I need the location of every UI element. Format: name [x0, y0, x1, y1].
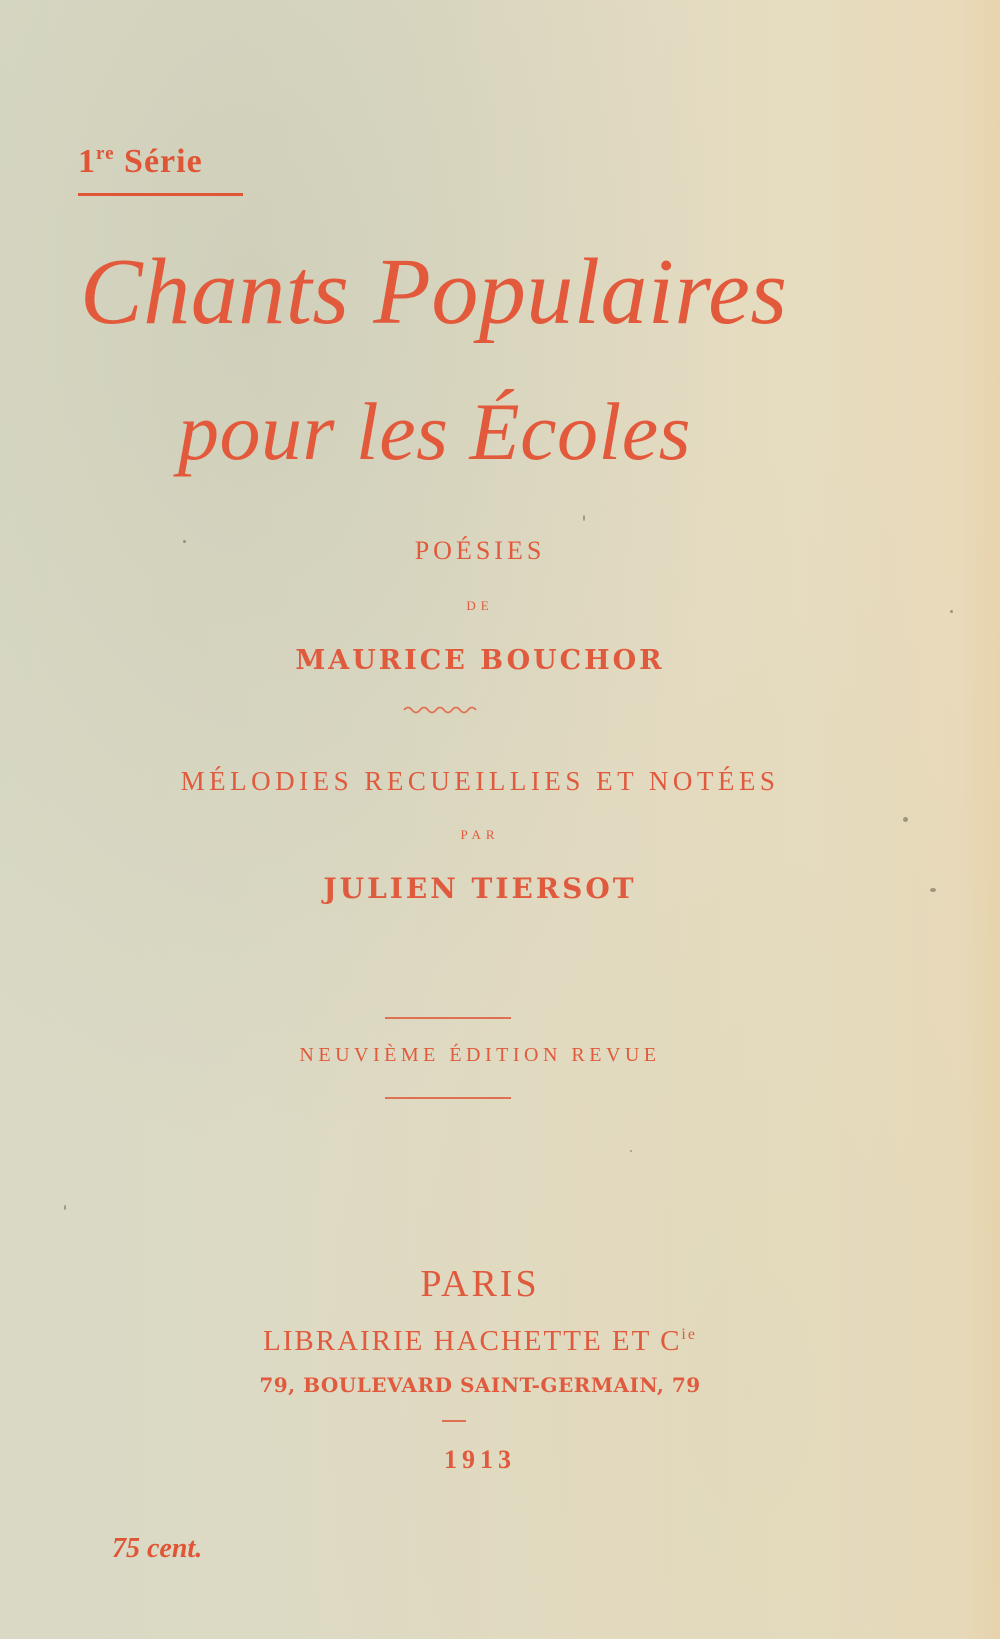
series-suffix: re — [96, 143, 115, 164]
composer-name: JULIEN TIERSOT — [323, 872, 637, 905]
title-line-1: Chants Populaires — [80, 240, 788, 344]
rule-above-edition — [385, 1017, 511, 1019]
par-label: PAR — [460, 827, 500, 842]
publisher-name — [0, 1325, 960, 1358]
melodies-label: MÉLODIES RECUEILLIES ET NOTÉES — [180, 766, 780, 796]
paper-speck — [630, 1150, 632, 1152]
de-label: DE — [466, 598, 494, 613]
series-label — [78, 143, 203, 181]
publisher-city: PARIS — [420, 1263, 540, 1305]
paper-speck — [903, 817, 908, 822]
rule-below-edition — [385, 1097, 511, 1099]
publisher-name-suffix: ie — [681, 1326, 697, 1343]
wavy-ornament — [402, 704, 482, 714]
paper-speck — [583, 515, 585, 521]
publisher-name-text: LIBRAIRIE HACHETTE ET C — [263, 1325, 682, 1357]
paper-speck — [64, 1205, 66, 1210]
paper-edge — [960, 0, 1000, 1639]
series-underline — [78, 193, 243, 196]
poems-label: POÉSIES — [414, 536, 546, 565]
short-rule — [442, 1420, 466, 1422]
publication-year: 1913 — [444, 1445, 516, 1474]
series-word: Série — [124, 143, 203, 180]
author-name: MAURICE BOUCHOR — [295, 645, 665, 676]
title-line-2: pour les Écoles — [178, 386, 692, 477]
edition-label: NEUVIÈME ÉDITION REVUE — [299, 1044, 661, 1066]
series-number: 1 — [78, 143, 96, 180]
price-label: 75 cent. — [112, 1533, 203, 1564]
publisher-address: 79, BOULEVARD SAINT-GERMAIN, 79 — [259, 1373, 701, 1397]
